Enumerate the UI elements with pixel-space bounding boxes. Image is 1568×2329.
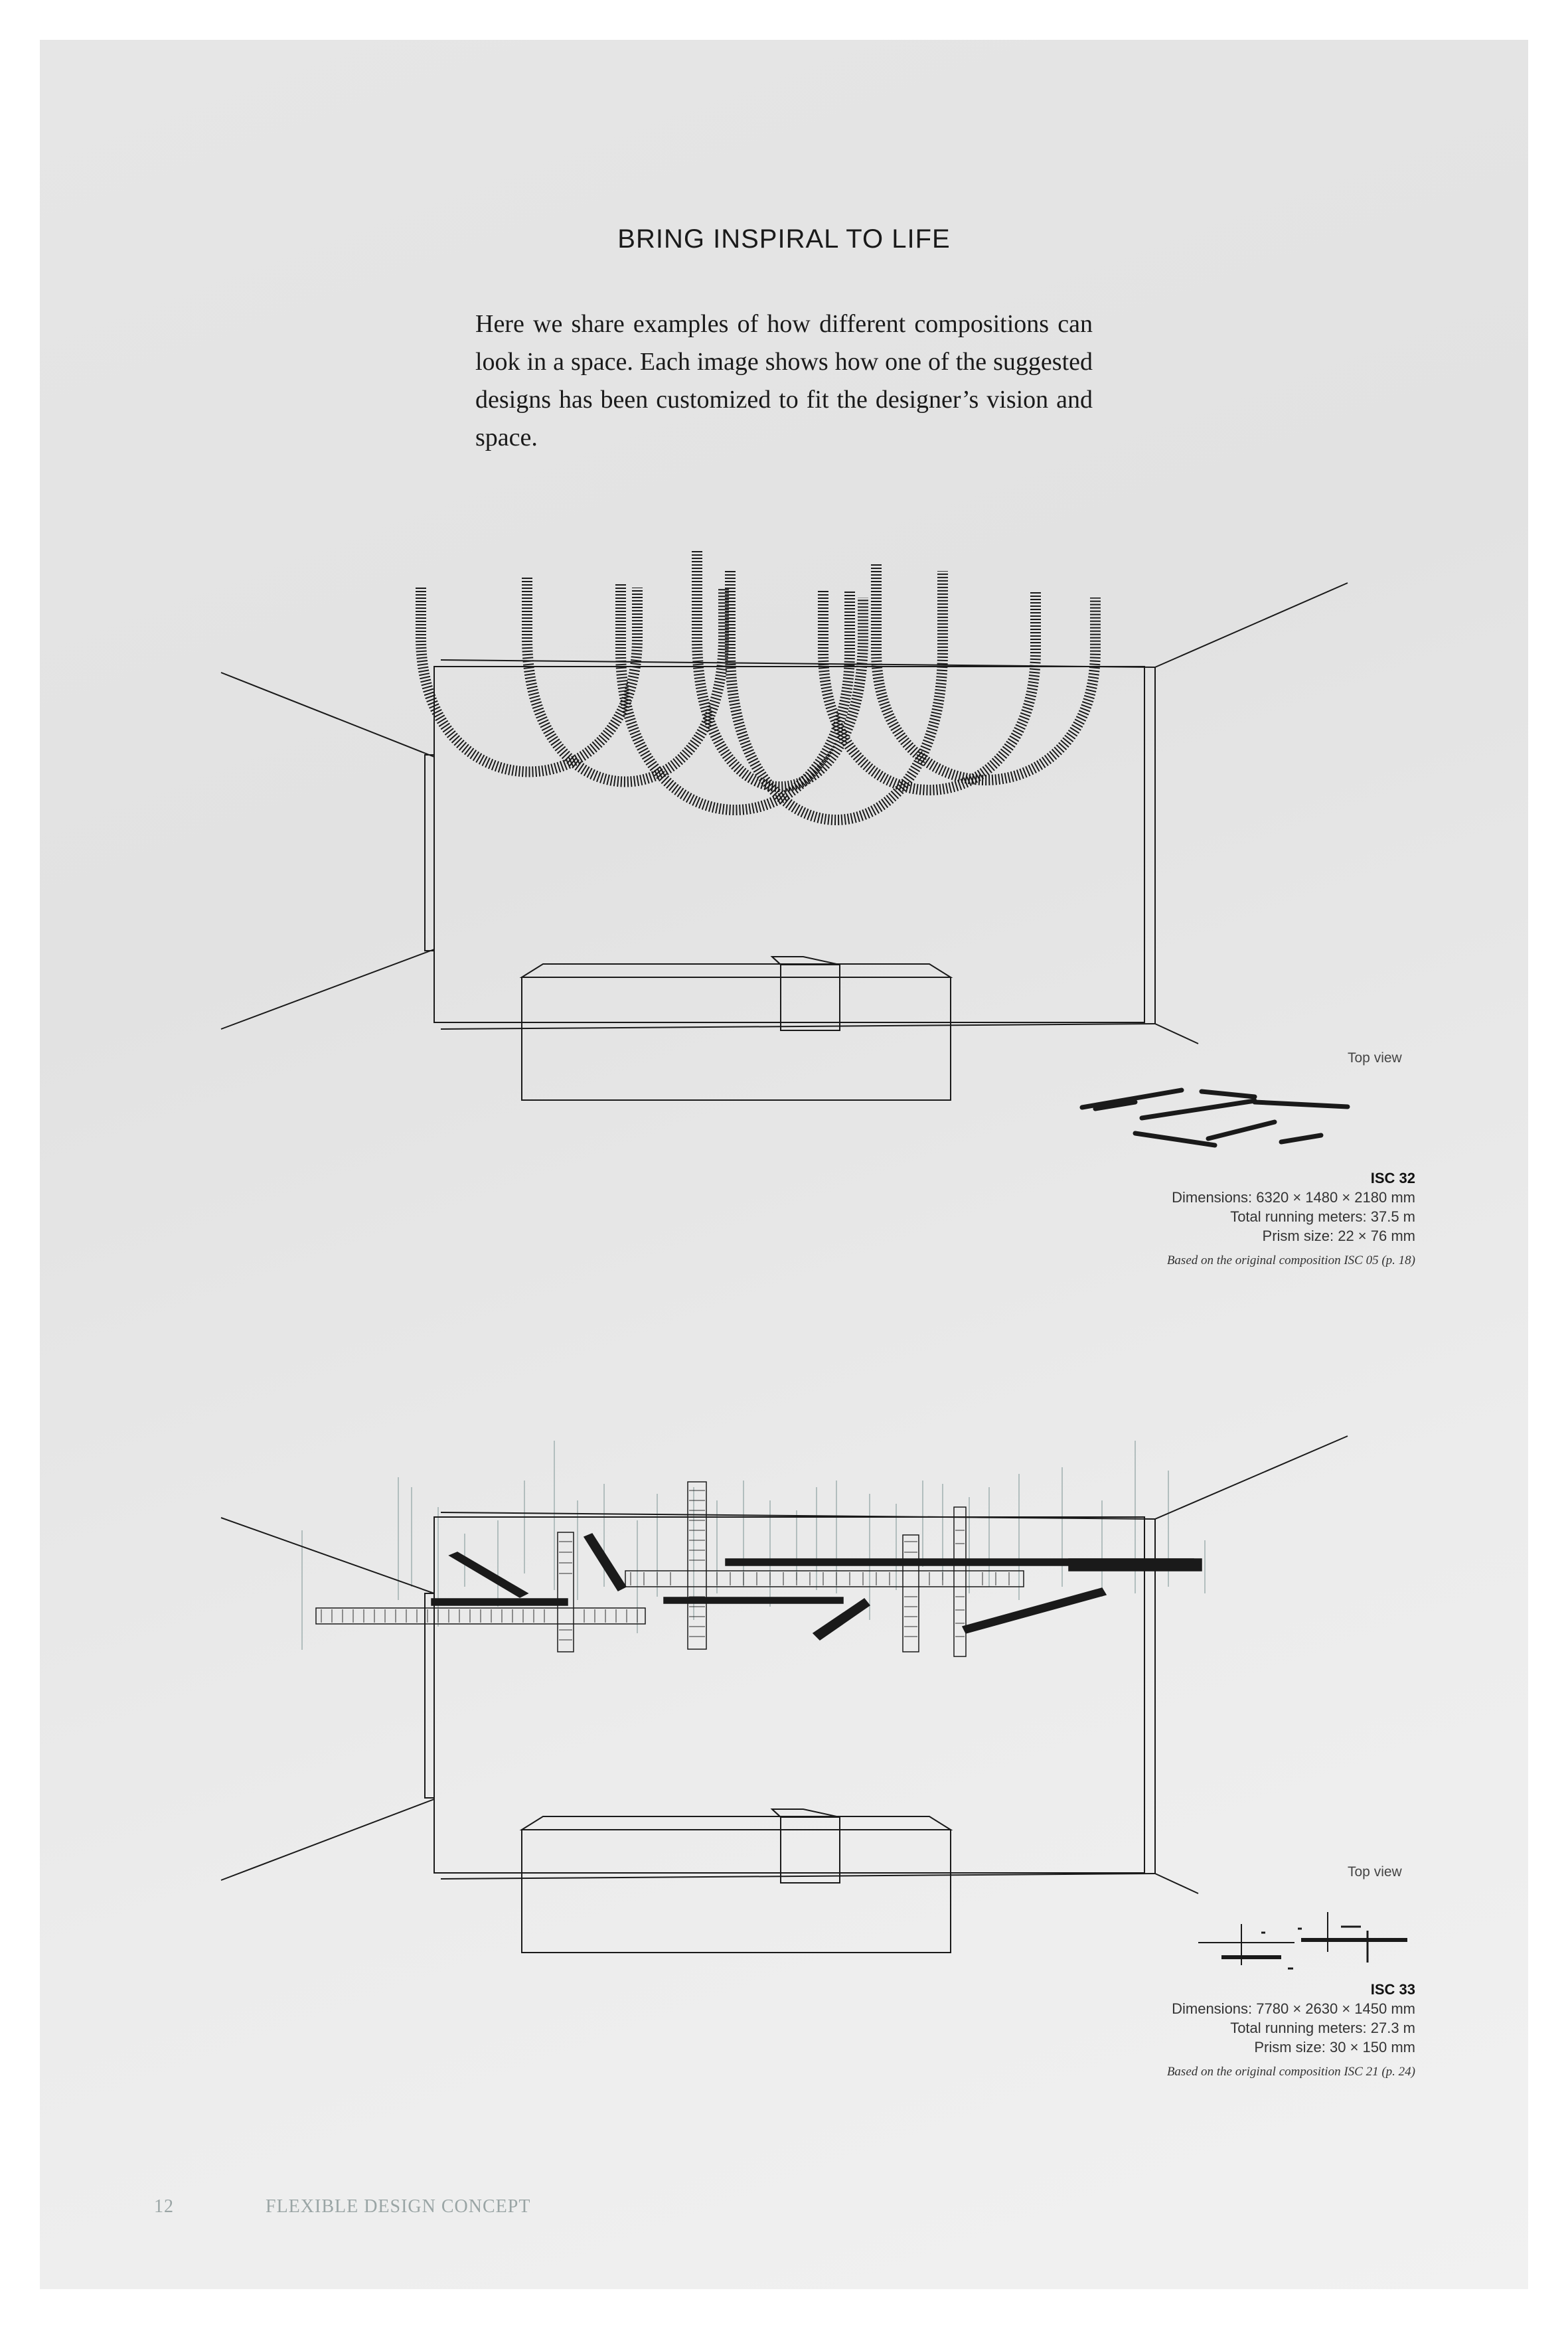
page-title: BRING INSPIRAL TO LIFE <box>617 224 951 254</box>
dimensions-text: Dimensions: 6320 × 1480 × 2180 mm <box>1172 1189 1415 1206</box>
footer-section-title: FLEXIBLE DESIGN CONCEPT <box>266 2196 531 2217</box>
composition-code: ISC 32 <box>1370 1170 1415 1186</box>
dimensions-text: Dimensions: 7780 × 2630 × 1450 mm <box>1172 2000 1415 2017</box>
running-meters-text: Total running meters: 37.5 m <box>1230 1208 1415 1225</box>
based-on-text: Based on the original composition ISC 21 (p. 24) <box>1166 2065 1415 2079</box>
running-meters-text: Total running meters: 27.3 m <box>1230 2020 1415 2036</box>
page-footer <box>154 2196 530 2217</box>
composition-code: ISC 33 <box>1370 1981 1415 1998</box>
page-number: 12 <box>154 2196 174 2217</box>
intro-paragraph: Here we share examples of how different compositions can look in a space. Each image shows how one of the suggested designs has been customized to fit the designer’s vision and space. <box>475 310 1093 451</box>
top-view-label: Top view <box>1348 1864 1402 1880</box>
specs-isc33 <box>1167 1980 1415 2081</box>
based-on-text: Based on the original composition ISC 05 (p. 18) <box>1166 1253 1415 1267</box>
page <box>40 40 1528 2289</box>
top-view-label: Top view <box>1348 1050 1402 1066</box>
prism-size-text: Prism size: 22 × 76 mm <box>1262 1228 1415 1244</box>
prism-size-text: Prism size: 30 × 150 mm <box>1254 2039 1415 2055</box>
room-illustration-isc33 <box>40 40 1528 2098</box>
